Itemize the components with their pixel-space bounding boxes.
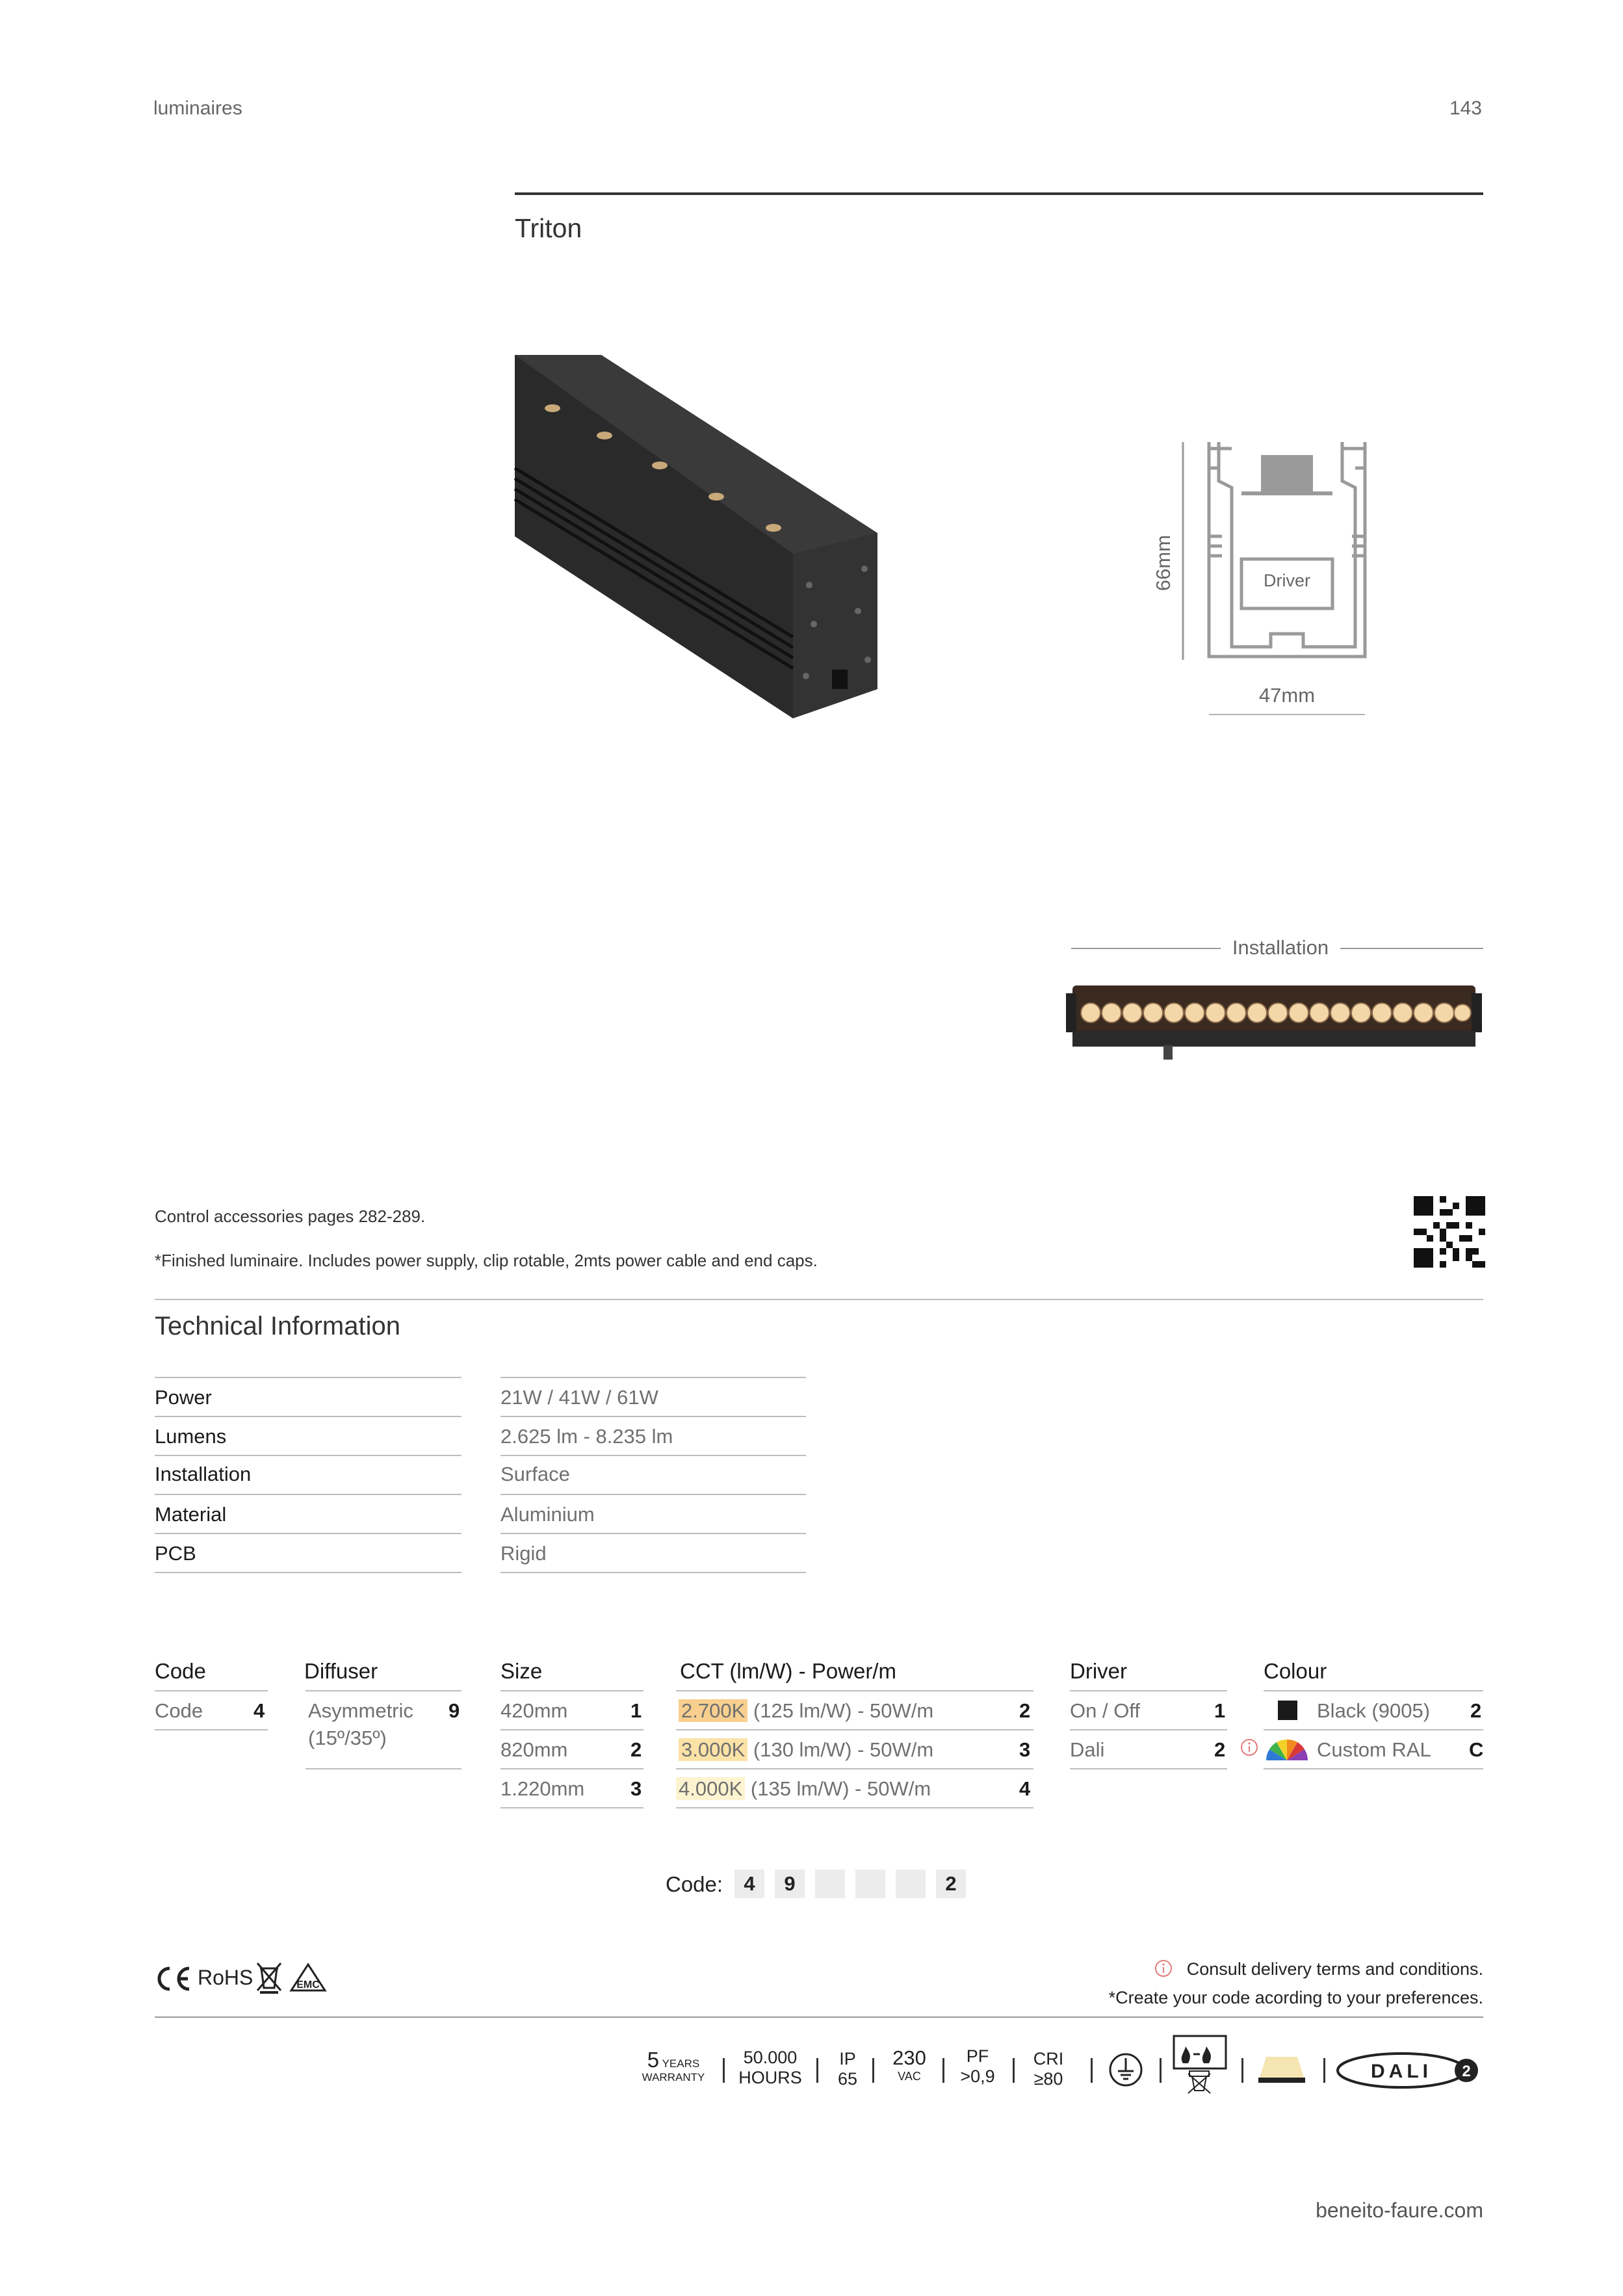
- earth-ground-icon: [1108, 2052, 1144, 2088]
- code-option-text: Code: [155, 1699, 203, 1722]
- warranty-word: WARRANTY: [642, 2071, 705, 2083]
- ip-label: IP: [839, 2049, 856, 2068]
- badge-separator: [1323, 2058, 1325, 2083]
- emc-label: EMC: [296, 1979, 320, 1990]
- cct-option-code: 3: [1019, 1738, 1031, 1761]
- cct-option-kelvin: 4.000K: [676, 1777, 745, 1800]
- tech-value: Aluminium: [500, 1503, 595, 1526]
- height-dimension: 66mm: [1152, 534, 1175, 592]
- colour-option-text[interactable]: Black (9005): [1317, 1699, 1431, 1722]
- warranty-number: 5: [647, 2048, 660, 2072]
- cct-option[interactable]: [679, 1699, 933, 1723]
- tech-label: Lumens: [155, 1425, 227, 1448]
- flammability-icon: [1173, 2035, 1227, 2094]
- diffuser-option-rule: [305, 1768, 461, 1769]
- tech-label: Power: [155, 1386, 212, 1409]
- cct-option[interactable]: [679, 1738, 933, 1762]
- colour-option-code: 2: [1470, 1699, 1482, 1722]
- size-header: Size: [500, 1659, 543, 1683]
- cct-option-rest: (135 lm/W) - 50W/m: [750, 1777, 931, 1800]
- driver-option-rule: [1070, 1729, 1227, 1730]
- code-header: Code: [155, 1659, 206, 1683]
- rohs-label: RoHS: [198, 1966, 253, 1989]
- hours-word: HOURS: [738, 2068, 802, 2087]
- cri-label: CRI: [1033, 2049, 1064, 2068]
- code-box[interactable]: [855, 1870, 885, 1898]
- tech-label: Material: [155, 1503, 227, 1526]
- cct-header: CCT (lm/W) - Power/m: [680, 1659, 897, 1683]
- colour-option-text[interactable]: Custom RAL: [1317, 1738, 1431, 1761]
- tech-value: Rigid: [500, 1542, 547, 1565]
- tech-rule-left: [155, 1572, 461, 1573]
- diffuser-option-code: 9: [448, 1699, 460, 1722]
- driver-option-code: 2: [1214, 1738, 1226, 1761]
- size-option-code: 3: [630, 1777, 642, 1800]
- light-distribution-icon: [1254, 2052, 1309, 2087]
- installation-rule-right: [1340, 948, 1483, 949]
- cct-option-code: 2: [1019, 1699, 1031, 1722]
- cri-badge: [1026, 2049, 1071, 2089]
- dali-text: DALI: [1371, 2061, 1432, 2082]
- page-number: 143: [1449, 98, 1482, 119]
- code-builder-label: Code:: [666, 1872, 723, 1896]
- diffuser-header: Diffuser: [304, 1659, 378, 1683]
- section-label: luminaires: [153, 98, 242, 119]
- ip-badge: [829, 2049, 866, 2089]
- tech-value: 2.625 lm - 8.235 lm: [500, 1425, 673, 1448]
- info-icon[interactable]: [1240, 1738, 1258, 1756]
- tech-rule-right: [500, 1533, 806, 1534]
- installation-image: [1066, 980, 1482, 1065]
- footer-divider: [155, 2016, 1483, 2018]
- qr-code[interactable]: [1414, 1196, 1485, 1268]
- size-option-code: 2: [630, 1738, 642, 1761]
- pf-label: PF: [966, 2046, 989, 2066]
- installation-rule-left: [1071, 948, 1221, 949]
- driver-option-code: 1: [1214, 1699, 1226, 1722]
- diffuser-option-line2: (15º/35º): [308, 1727, 387, 1749]
- tech-rule-right-0: [500, 1377, 806, 1378]
- width-dimension: 47mm: [1258, 684, 1316, 707]
- cct-option-code: 4: [1019, 1777, 1031, 1800]
- tech-rule-right: [500, 1572, 806, 1573]
- size-option-rule: [500, 1807, 643, 1808]
- pf-value: >0,9: [960, 2067, 995, 2086]
- code-box[interactable]: 4: [734, 1870, 764, 1898]
- hours-number: 50.000: [743, 2048, 798, 2067]
- badge-separator: [1013, 2058, 1015, 2083]
- driver-header: Driver: [1070, 1659, 1127, 1683]
- black-swatch-icon: [1278, 1701, 1297, 1720]
- installation-title: Installation: [1232, 936, 1329, 959]
- tech-value: 21W / 41W / 61W: [500, 1386, 658, 1409]
- diffuser-header-rule: [305, 1690, 461, 1691]
- finished-note: *Finished luminaire. Includes power supply, clip rotable, 2mts power cable and end caps.: [155, 1251, 818, 1270]
- dali-logo: [1336, 2049, 1483, 2092]
- notes-divider: [155, 1299, 1483, 1300]
- code-box[interactable]: [896, 1870, 926, 1898]
- tech-rule-left: [155, 1416, 461, 1417]
- badge-separator: [816, 2058, 818, 2083]
- badge-separator: [1160, 2058, 1162, 2083]
- tech-rule-right: [500, 1494, 806, 1495]
- driver-option-text[interactable]: Dali: [1070, 1738, 1105, 1761]
- dali-number: 2: [1462, 2063, 1471, 2080]
- code-header-rule: [155, 1690, 268, 1691]
- code-option-code: 4: [253, 1699, 265, 1722]
- diffuser-option-line1[interactable]: Asymmetric: [308, 1699, 413, 1722]
- colour-option-code: C: [1469, 1738, 1484, 1761]
- badge-separator: [942, 2058, 944, 2083]
- accessories-note: Control accessories pages 282-289.: [155, 1207, 426, 1226]
- technical-title: Technical Information: [155, 1312, 400, 1340]
- size-option-code: 1: [630, 1699, 642, 1722]
- tech-rule-left: [155, 1494, 461, 1495]
- badge-separator: [1091, 2058, 1093, 2083]
- create-code-note: *Create your code acording to your preferences.: [1108, 1988, 1483, 2007]
- badge-separator: [723, 2058, 725, 2083]
- hours-badge: [734, 2048, 806, 2088]
- colour-header-rule: [1264, 1690, 1483, 1691]
- driver-option-rule: [1070, 1768, 1227, 1769]
- cct-option-rest: (125 lm/W) - 50W/m: [753, 1699, 934, 1722]
- product-image: [513, 351, 884, 722]
- weee-bin-icon: [255, 1961, 283, 1994]
- cct-option[interactable]: [676, 1777, 931, 1801]
- driver-header-rule: [1070, 1690, 1227, 1691]
- power-factor-badge: [952, 2046, 1004, 2087]
- size-option-text[interactable]: 420mm: [500, 1699, 568, 1722]
- size-header-rule: [500, 1690, 643, 1691]
- cct-option-kelvin: 2.700K: [679, 1699, 747, 1722]
- tech-label: Installation: [155, 1463, 252, 1485]
- badge-separator: [872, 2058, 874, 2083]
- colour-option-rule: [1264, 1768, 1483, 1769]
- title-rule: [515, 192, 1483, 195]
- emc-icon: [289, 1962, 328, 1993]
- ral-fan-icon: [1264, 1732, 1310, 1764]
- badge-separator: [1241, 2058, 1243, 2083]
- size-option-text[interactable]: 820mm: [500, 1738, 568, 1761]
- tech-rule-right: [500, 1455, 806, 1456]
- cct-option-rest: (130 lm/W) - 50W/m: [753, 1738, 934, 1761]
- ce-mark-icon: [153, 1964, 192, 1993]
- code-box[interactable]: 2: [936, 1870, 966, 1898]
- cct-header-rule: [676, 1690, 1033, 1691]
- tech-rule-left-0: [155, 1377, 461, 1378]
- tech-rule-right: [500, 1416, 806, 1417]
- size-option-text[interactable]: 1.220mm: [500, 1777, 585, 1800]
- tech-label: PCB: [155, 1542, 196, 1565]
- cri-value: ≥80: [1033, 2069, 1063, 2089]
- code-box[interactable]: 9: [775, 1870, 805, 1898]
- voltage-word: VAC: [898, 2070, 921, 2083]
- ip-value: 65: [837, 2069, 858, 2089]
- colour-option-rule: [1264, 1729, 1483, 1730]
- cct-option-kelvin: 3.000K: [679, 1738, 747, 1761]
- code-box[interactable]: [815, 1870, 845, 1898]
- website-link[interactable]: beneito-faure.com: [1316, 2198, 1483, 2222]
- cct-option-rule: [676, 1768, 1033, 1769]
- warranty-years: YEARS: [662, 2057, 700, 2070]
- colour-header: Colour: [1264, 1659, 1327, 1683]
- tech-value: Surface: [500, 1463, 570, 1485]
- voltage-badge: [885, 2046, 933, 2083]
- delivery-note: Consult delivery terms and conditions.: [1186, 1959, 1483, 1979]
- code-option-rule: [155, 1729, 268, 1730]
- voltage-number: 230: [892, 2046, 926, 2069]
- size-option-rule: [500, 1768, 643, 1769]
- cct-option-rule: [676, 1729, 1033, 1730]
- warranty-badge: [641, 2048, 706, 2084]
- driver-option-text[interactable]: On / Off: [1070, 1699, 1140, 1722]
- product-title: Triton: [515, 213, 582, 243]
- size-option-rule: [500, 1729, 643, 1730]
- tech-rule-left: [155, 1455, 461, 1456]
- tech-rule-left: [155, 1533, 461, 1534]
- driver-label: Driver: [1264, 571, 1310, 590]
- cct-option-rule: [676, 1807, 1033, 1808]
